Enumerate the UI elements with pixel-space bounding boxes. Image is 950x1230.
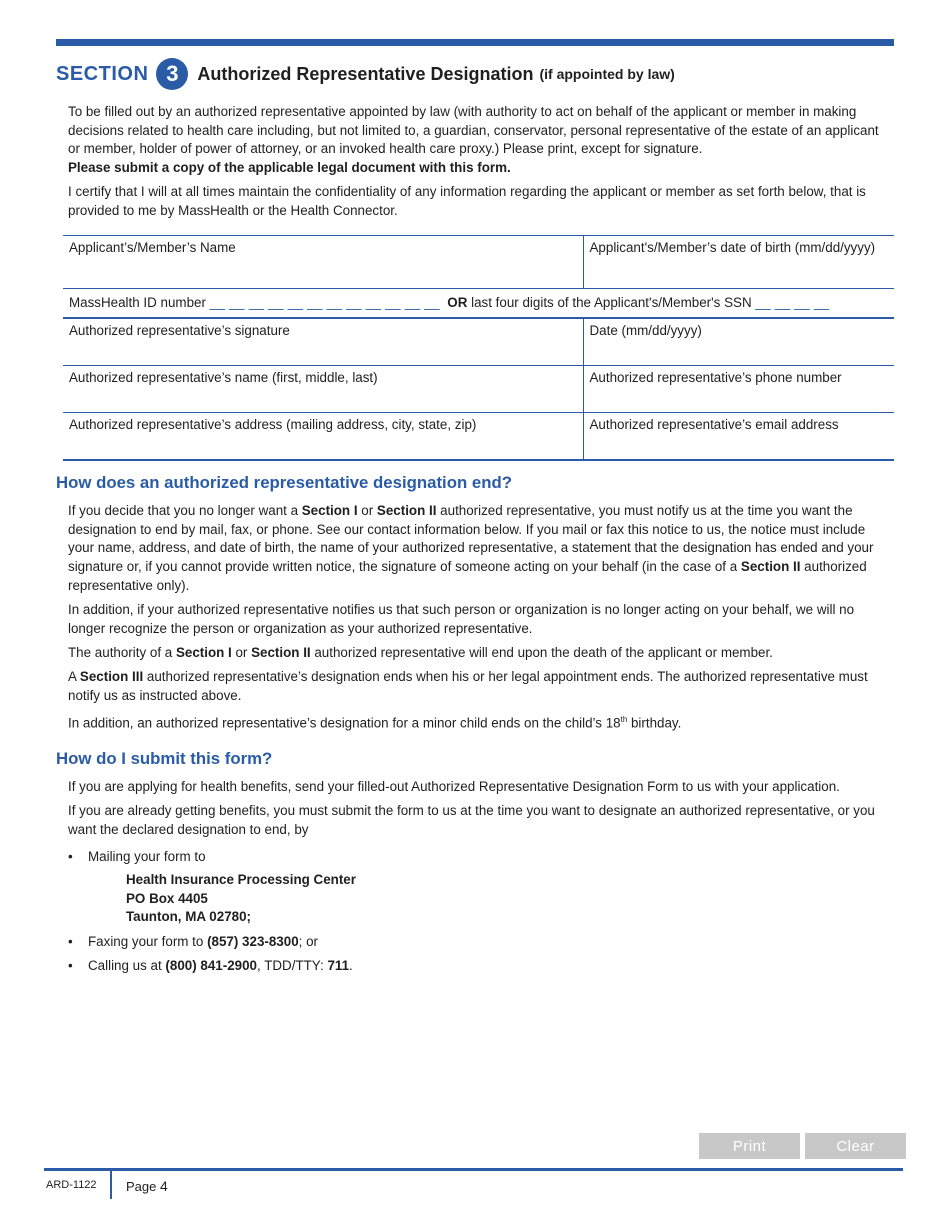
end-paragraph-4	[68, 668, 894, 705]
end-heading: How does an authorized representative designation end?	[56, 473, 512, 492]
text: Calling us at	[88, 958, 166, 973]
section-ref: Section III	[79, 669, 144, 684]
intro-paragraph	[68, 103, 894, 178]
rep-phone-field[interactable]	[583, 366, 894, 413]
end-paragraph-5	[68, 711, 894, 733]
rep-name-field[interactable]	[63, 366, 583, 413]
rep-address-label: Authorized representative’s address (mailing address, city, state, zip)	[69, 417, 477, 432]
rep-email-label: Authorized representative’s email address	[589, 417, 839, 432]
section-number-badge: 3	[156, 58, 188, 90]
clear-button[interactable]: Clear	[805, 1133, 906, 1159]
address-line: Health Insurance Processing Center	[126, 872, 356, 887]
section-subtitle: (if appointed by law)	[539, 66, 675, 82]
text: authorized representative will end upon the death of the applicant or member.	[310, 645, 773, 660]
section-ref: Section I	[301, 503, 358, 518]
fax-number: (857) 323-8300	[207, 934, 299, 949]
text: Faxing your form to	[88, 934, 208, 949]
text: or	[357, 503, 377, 518]
top-rule	[56, 39, 894, 46]
text: authorized representative only).	[68, 559, 867, 593]
section-title: Authorized Representative Designation	[197, 63, 534, 84]
section-ref: Section II	[740, 559, 801, 575]
address-line: PO Box 4405	[126, 890, 208, 906]
text: birthday.	[627, 715, 682, 731]
section-ref: Section I	[175, 645, 232, 660]
date-label: Date (mm/dd/yyyy)	[589, 323, 702, 338]
text: The authority of a	[68, 645, 176, 660]
masshealth-id-label: MassHealth ID number	[69, 295, 206, 310]
superscript: th	[620, 715, 628, 724]
certify-paragraph: I certify that I will at all times maintain the confidentiality of any information regarding the applicant or member as set forth below, that is provided to me by MassHealth or the Health Connector.	[68, 184, 866, 218]
bullet-fax	[68, 933, 888, 952]
form-code: ARD-1122	[46, 1179, 97, 1191]
rep-signature-label: Authorized representative’s signature	[69, 323, 290, 338]
applicant-dob-field[interactable]	[583, 236, 894, 289]
text: , TDD/TTY:	[257, 958, 328, 973]
text: In addition, an authorized representative’s designation for a minor child ends on the child’s 18	[68, 715, 621, 731]
section-header	[56, 58, 896, 90]
bullet-dot: •	[68, 958, 73, 973]
applicant-dob-label: Applicant's/Member’s date of birth (mm/dd/yyyy)	[589, 240, 876, 255]
rep-phone-label: Authorized representative’s phone number	[589, 370, 842, 385]
end-paragraph-2: In addition, if your authorized representative notifies us that such person or organization is no longer acting on your behalf, we will no longer recognize the person or organization as your authorized representative.	[68, 602, 855, 636]
submit-heading: How do I submit this form?	[56, 749, 273, 768]
mailing-address	[126, 871, 356, 927]
id-row	[63, 289, 894, 319]
bullet-dot: •	[68, 849, 73, 864]
submit-paragraph-1: If you are applying for health benefits, send your filled-out Authorized Representative Designation Form to us with your application.	[68, 779, 840, 794]
end-paragraph-3	[68, 644, 894, 663]
text: authorized representative’s designation ends when his or her legal appointment ends. The authorized representative must notify us as instructed above.	[68, 669, 868, 703]
page-indicator	[126, 1178, 168, 1194]
rep-signature-field[interactable]	[63, 318, 583, 366]
section-label: SECTION	[56, 62, 149, 85]
bottom-rule	[44, 1168, 903, 1171]
rep-email-field[interactable]	[583, 413, 894, 461]
representative-form-table	[63, 235, 894, 461]
section-ref: Section II	[376, 503, 437, 518]
bullet-call	[68, 957, 888, 976]
text: Mailing your form to	[88, 849, 206, 864]
address-line: Taunton, MA 02780;	[126, 909, 251, 925]
text: ; or	[298, 934, 319, 949]
bullet-mail	[68, 848, 888, 867]
rep-address-field[interactable]	[63, 413, 583, 461]
text: .	[349, 958, 353, 973]
applicant-name-field[interactable]	[63, 236, 583, 289]
page-label: Page	[126, 1179, 157, 1194]
page-number: 4	[160, 1178, 168, 1194]
submit-paragraph-2: If you are already getting benefits, you must submit the form to us at the time you want to designate an authorized representative, or you want the declared designation to end, by	[68, 803, 875, 837]
end-paragraph-1	[68, 502, 894, 596]
section-ref: Section II	[251, 645, 311, 660]
intro-legal-note: Please submit a copy of the applicable legal document with this form.	[68, 160, 511, 176]
text: A	[68, 669, 80, 684]
bullet-dot: •	[68, 934, 73, 949]
applicant-name-label: Applicant’s/Member’s Name	[69, 240, 236, 255]
or-label: OR	[447, 295, 468, 310]
text: authorized representative, you must notify us at the time you want the designation to end by mail, fax, or phone. See our contact information below. If you mail or fax this notice to us, the notice must include your name, address, and date of birth, the name of your authorized representative, a statement that the designation has ended and your signature or, if you cannot provide written notice, the signature of someone acting on your behalf (in the case of a	[68, 503, 874, 575]
print-button[interactable]: Print	[699, 1133, 800, 1159]
tty-number: 711	[327, 958, 350, 973]
footer-divider	[110, 1171, 112, 1199]
masshealth-id-field[interactable]: __ __ __ __ __ __ __ __ __ __ __ __	[209, 295, 440, 310]
text: or	[231, 645, 252, 660]
ssn-field[interactable]: __ __ __ __	[755, 295, 830, 310]
ssn-label: last four digits of the Applicant's/Member's SSN	[471, 295, 752, 310]
intro-text: To be filled out by an authorized representative appointed by law (with authority to act on behalf of the applicant or member in making decisions related to health care including, but not limited to, a guardian, conservator, personal representative of the estate of an applicant or member, holder of power of attorney, or an invoked health care proxy.) Please print, except for signature.	[68, 104, 879, 157]
date-field[interactable]	[583, 318, 894, 366]
text: If you decide that you no longer want a	[68, 503, 302, 518]
phone-number: (800) 841-2900	[165, 958, 257, 973]
rep-name-label: Authorized representative’s name (first, middle, last)	[69, 370, 378, 385]
